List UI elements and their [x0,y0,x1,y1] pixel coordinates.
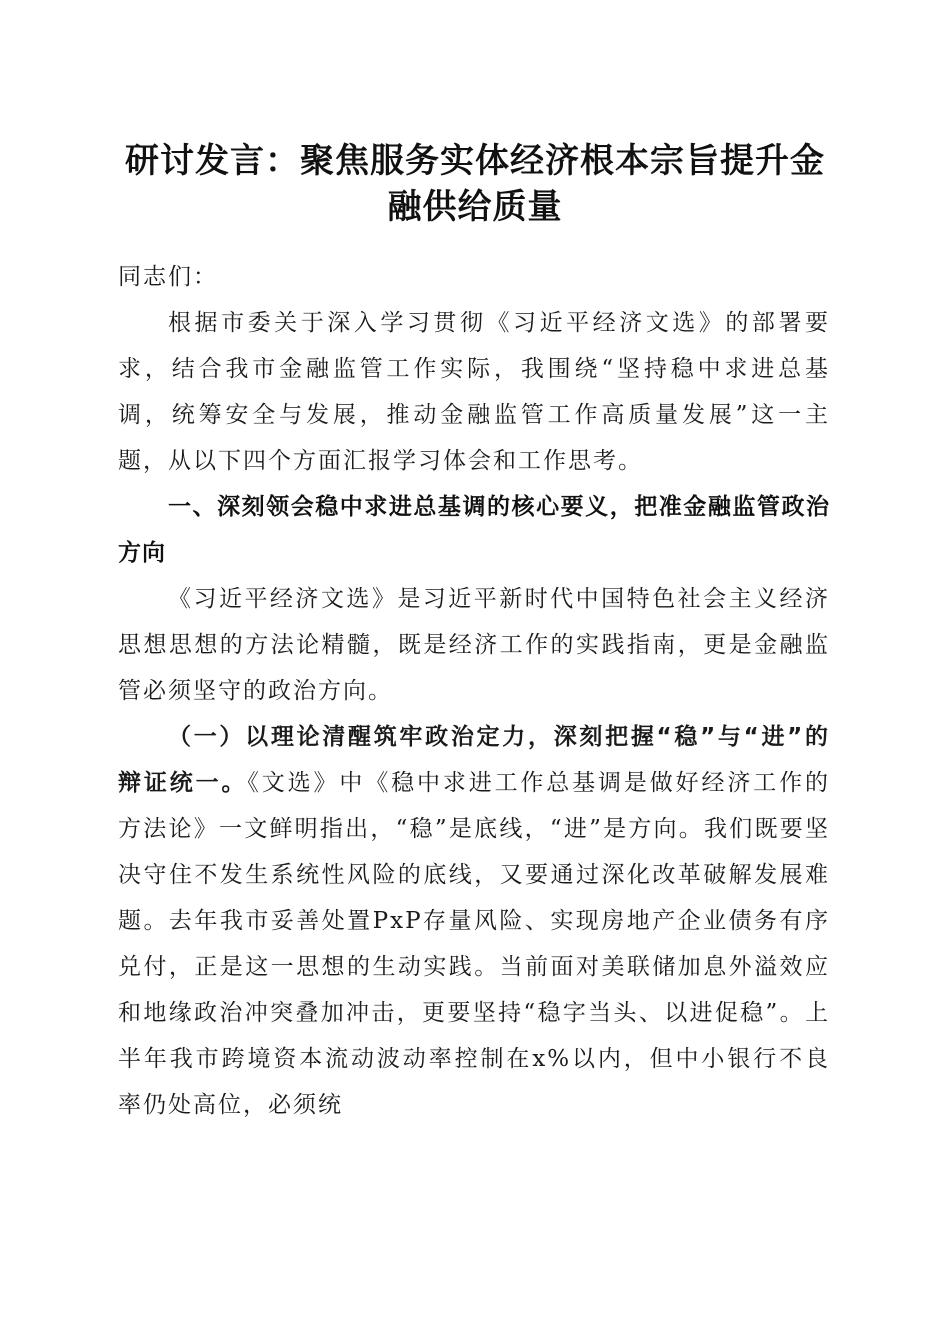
subsection-1-paragraph [118,714,830,1128]
subsection-1-body: 《文选》中《稳中求进工作总基调是做好经济工作的方法论》一文鲜明指出，“稳”是底线，“进”是方向。我们既要坚决守住不发生系统性风险的底线，又要通过深化改革破解发展难题。去年我市妥善处置PxP存量风险、实现房地产企业债务有序兑付，正是这一思想的生动实践。当前面对美联储加息外溢效应和地缘政治冲突叠加冲击，更要坚持“稳字当头、以进促稳”。上半年我市跨境资本流动波动率控制在x%以内，但中小银行不良率仍处高位，必须统 [118,770,831,1118]
subsection-heading-1: （一）以理论清醒筑牢政治定力，深刻把握“稳”与“进”的辩证统一。 [118,724,830,796]
section-1-paragraph: 《习近平经济文选》是习近平新时代中国特色社会主义经济思想思想的方法论精髓，既是经济工作的实践指南，更是金融监管必须坚守的政治方向。 [118,586,830,704]
section-heading-1: 一、深刻领会稳中求进总基调的核心要义，把准金融监管政治方向 [118,494,830,566]
intro-paragraph: 根据市委关于深入学习贯彻《习近平经济文选》的部署要求，结合我市金融监管工作实际，我围绕“坚持稳中求进总基调，统筹安全与发展，推动金融监管工作高质量发展”这一主题，从以下四个方面汇报学习体会和工作思考。 [118,310,830,474]
document-body [118,254,830,1128]
salutation: 同志们： [118,264,218,290]
document-title: 研讨发言：聚焦服务实体经济根本宗旨提升金融供给质量 [125,141,825,227]
